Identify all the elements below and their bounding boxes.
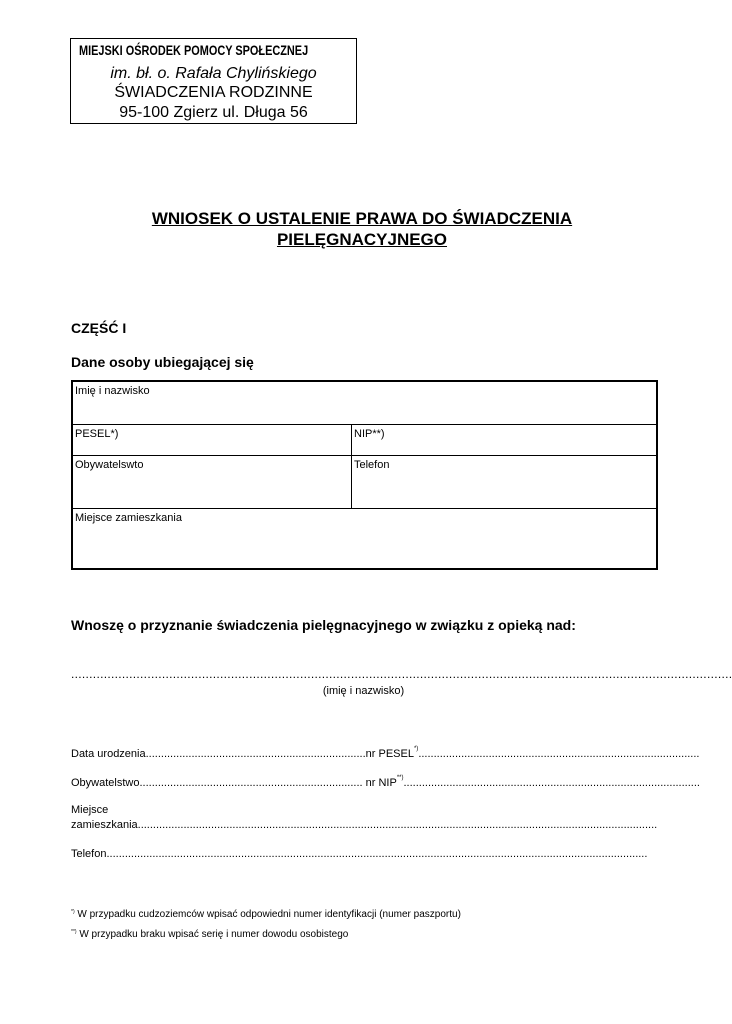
residence-label-line-1: Miejsce [71,804,109,816]
applicant-pesel-label: PESEL*) [75,428,119,440]
institution-header-box [70,38,357,124]
applicant-citizenship-label: Obywatelswto [75,459,144,471]
document-title [60,208,664,250]
applicant-nip-label: NIP**) [354,428,385,440]
document-title-line-2: PIELĘGNACYJNEGO [276,230,448,249]
institution-patron: im. bł. o. Rafała Chylińskiego [110,65,317,82]
institution-name: MIEJSKI OŚRODEK POMOCY SPOŁECZNEJ [79,42,309,58]
footnote-2 [71,929,348,940]
applicant-phone-label: Telefon [354,459,390,471]
dependent-phone-row[interactable]: Telefon................................................................................................................................................................................. [71,848,648,860]
dependent-birth-pesel-row[interactable]: Data urodzenia........................................................................nr PESEL*)............................................................................................ [71,746,700,760]
citizenship-label: Obywatelstwo [71,777,140,789]
phone-label: Telefon [71,848,107,860]
applicant-citizenship-field[interactable] [73,456,352,508]
nip-label: nr NIP [365,777,397,789]
footnote-1-mark: *) [71,909,75,915]
applicant-residence-label: Miejsce zamieszkania [75,512,182,524]
birth-date-label: Data urodzenia [71,748,146,760]
applicant-name-field[interactable] [73,382,656,424]
part-heading: CZĘŚĆ I [71,320,127,336]
footnote-2-mark: **) [71,929,77,935]
institution-address: 95-100 Zgierz ul. Długa 56 [119,104,308,121]
nip-footnote-mark: **) [396,775,404,781]
dependent-name-line[interactable]: ...................................................................................................................................................................................... [71,667,732,681]
applicant-data-table [71,380,658,570]
pesel-footnote-mark: *) [413,746,419,752]
table-column-divider [351,424,352,508]
dependent-name-caption: (imię i nazwisko) [322,685,405,697]
applicant-phone-field[interactable] [352,456,656,508]
residence-label: zamieszkania [71,819,138,831]
applicant-pesel-field[interactable] [73,425,352,455]
applicant-residence-field[interactable] [73,509,656,568]
applicant-nip-field[interactable] [352,425,656,455]
footnote-1 [71,909,461,920]
applicant-heading: Dane osoby ubiegającej się [71,354,254,370]
document-title-line-1: WNIOSEK O USTALENIE PRAWA DO ŚWIADCZENIA [151,209,573,228]
institution-department: ŚWIADCZENIA RODZINNE [114,84,313,101]
applicant-name-label: Imię i nazwisko [75,385,150,397]
pesel-label: nr PESEL [365,748,414,760]
request-statement: Wnoszę o przyznanie świadczenia pielęgnacyjnego w związku z opieką nad: [71,617,576,633]
dependent-residence-row[interactable]: zamieszkania.......................................................................................................................................................................... [71,819,658,831]
footnote-1-text: W przypadku cudzoziemców wpisać odpowiedni numer identyfikacji (numer paszportu) [74,909,461,920]
footnote-2-text: W przypadku braku wpisać serię i numer dowodu osobistego [76,929,349,940]
dependent-citizenship-nip-row[interactable]: Obywatelstwo......................................................................... nr NIP**)................................................................................................. [71,775,700,789]
